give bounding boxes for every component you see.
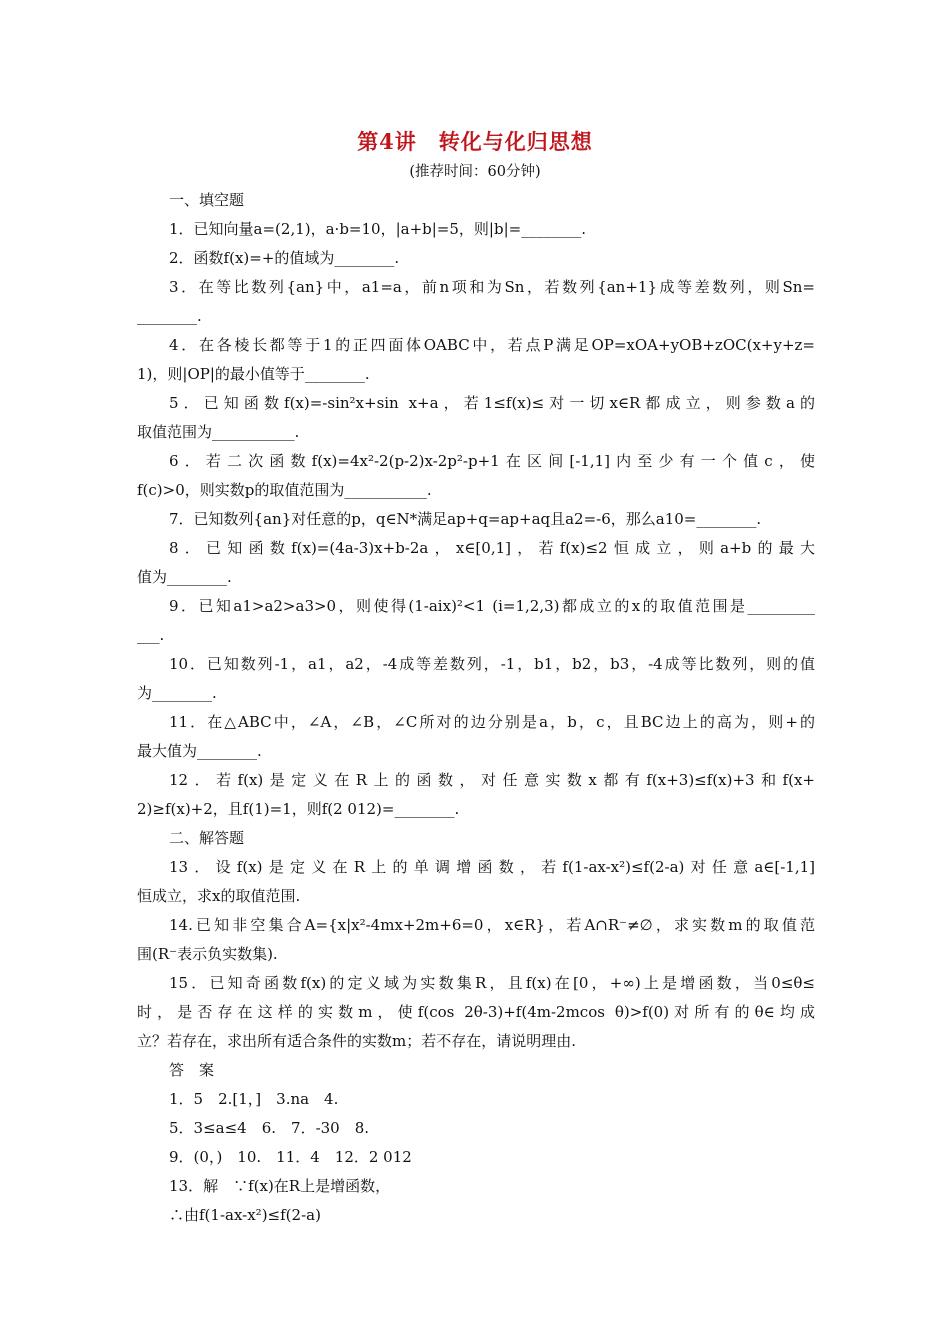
text-line: ∴由f(1-ax-x²)≤f(2-a) xyxy=(169,1206,321,1224)
text-line: 4．在各棱长都等于1的正四面体OABC中，若点P满足OP=xOA+yOB+zOC(x+y+z= xyxy=(169,336,815,354)
text-line: 13．设f(x)是定义在R上的单调增函数，若f(1-ax-x²)≤f(2-a)对任意a∈[-1,1] xyxy=(169,858,815,876)
text-line: 1)，则|OP|的最小值等于________. xyxy=(137,365,370,383)
text-line: 3．在等比数列{an}中，a1=a，前n项和为Sn，若数列{an+1}成等差数列，则Sn= xyxy=(169,278,815,296)
text-line: 15．已知奇函数f(x)的定义域为实数集R，且f(x)在[0，+∞)上是增函数，当0≤θ≤ xyxy=(169,974,815,992)
text-line: 5．3≤a≤4 6. 7．-30 8. xyxy=(169,1119,370,1137)
text-line: 9．(0，) 10. 11．4 12．2 012 xyxy=(169,1148,412,1166)
text-line: 为________. xyxy=(137,684,217,702)
text-line: 围(R⁻表示负实数集). xyxy=(137,945,278,963)
text-line: 6．若二次函数f(x)=4x²-2(p-2)x-2p²-p+1在区间[-1,1]内至少有一个值c，使 xyxy=(169,452,815,470)
text-line: 7．已知数列{an}对任意的p，q∈N*满足ap+q=ap+aq且a2=-6，那么a10=________. xyxy=(169,510,762,528)
text-line: ___. xyxy=(137,626,165,644)
text-line: 一、填空题 xyxy=(169,191,245,209)
text-line: 2)≥f(x)+2，且f(1)=1，则f(2 012)=________. xyxy=(137,800,460,818)
recommended-time: (推荐时间：60分钟) xyxy=(409,164,541,180)
text-body xyxy=(137,186,815,1230)
text-line: 14.已知非空集合A={x|x²-4mx+2m+6=0，x∈R}，若A∩R⁻≠∅，求实数m的取值范 xyxy=(169,916,815,934)
text-line: 5．已知函数f(x)=-sin²x+sin x+a，若1≤f(x)≤对一切x∈R都成立，则参数a的 xyxy=(169,394,815,412)
page-title: 第4讲 转化与化归思想 xyxy=(357,129,593,154)
text-line: 二、解答题 xyxy=(169,829,245,847)
text-line: 答 案 xyxy=(169,1061,215,1079)
text-line: 13．解 ∵f(x)在R上是增函数， xyxy=(169,1177,391,1195)
text-line: 最大值为________. xyxy=(137,742,262,760)
text-line: 10．已知数列-1，a1，a2，-4成等差数列，-1，b1，b2，b3，-4成等比数列，则的值 xyxy=(169,655,815,673)
text-line: f(c)>0，则实数p的取值范围为___________. xyxy=(137,481,432,499)
text-line: 1．已知向量a=(2,1)，a·b=10，|a+b|=5，则|b|=________. xyxy=(169,220,586,238)
text-line: 9．已知a1>a2>a3>0，则使得(1-aix)²<1 (i=1,2,3)都成立的x的取值范围是_________ xyxy=(169,597,815,615)
text-line: 恒成立，求x的取值范围. xyxy=(137,887,301,905)
text-line: 8．已知函数f(x)=(4a-3)x+b-2a，x∈[0,1]，若f(x)≤2恒成立，则a+b的最大 xyxy=(169,539,815,557)
text-line: 时，是否存在这样的实数m，使f(cos 2θ-3)+f(4m-2mcos θ)>f(0)对所有的θ∈均成 xyxy=(137,1003,815,1021)
text-line: 1．5 2.[1，] 3.na 4. xyxy=(169,1090,339,1108)
text-line: 11．在△ABC中，∠A，∠B，∠C所对的边分别是a，b，c，且BC边上的高为，则+的 xyxy=(169,713,815,731)
text-line: 12．若f(x)是定义在R上的函数，对任意实数x都有f(x+3)≤f(x)+3和f(x+ xyxy=(169,771,815,789)
text-line: 立？若存在，求出所有适合条件的实数m；若不存在，请说明理由. xyxy=(137,1032,576,1050)
text-line: ________. xyxy=(137,307,202,325)
text-line: 2．函数f(x)=+的值域为________. xyxy=(169,249,400,267)
text-line: 取值范围为___________. xyxy=(137,423,300,441)
text-line: 值为________. xyxy=(137,568,232,586)
